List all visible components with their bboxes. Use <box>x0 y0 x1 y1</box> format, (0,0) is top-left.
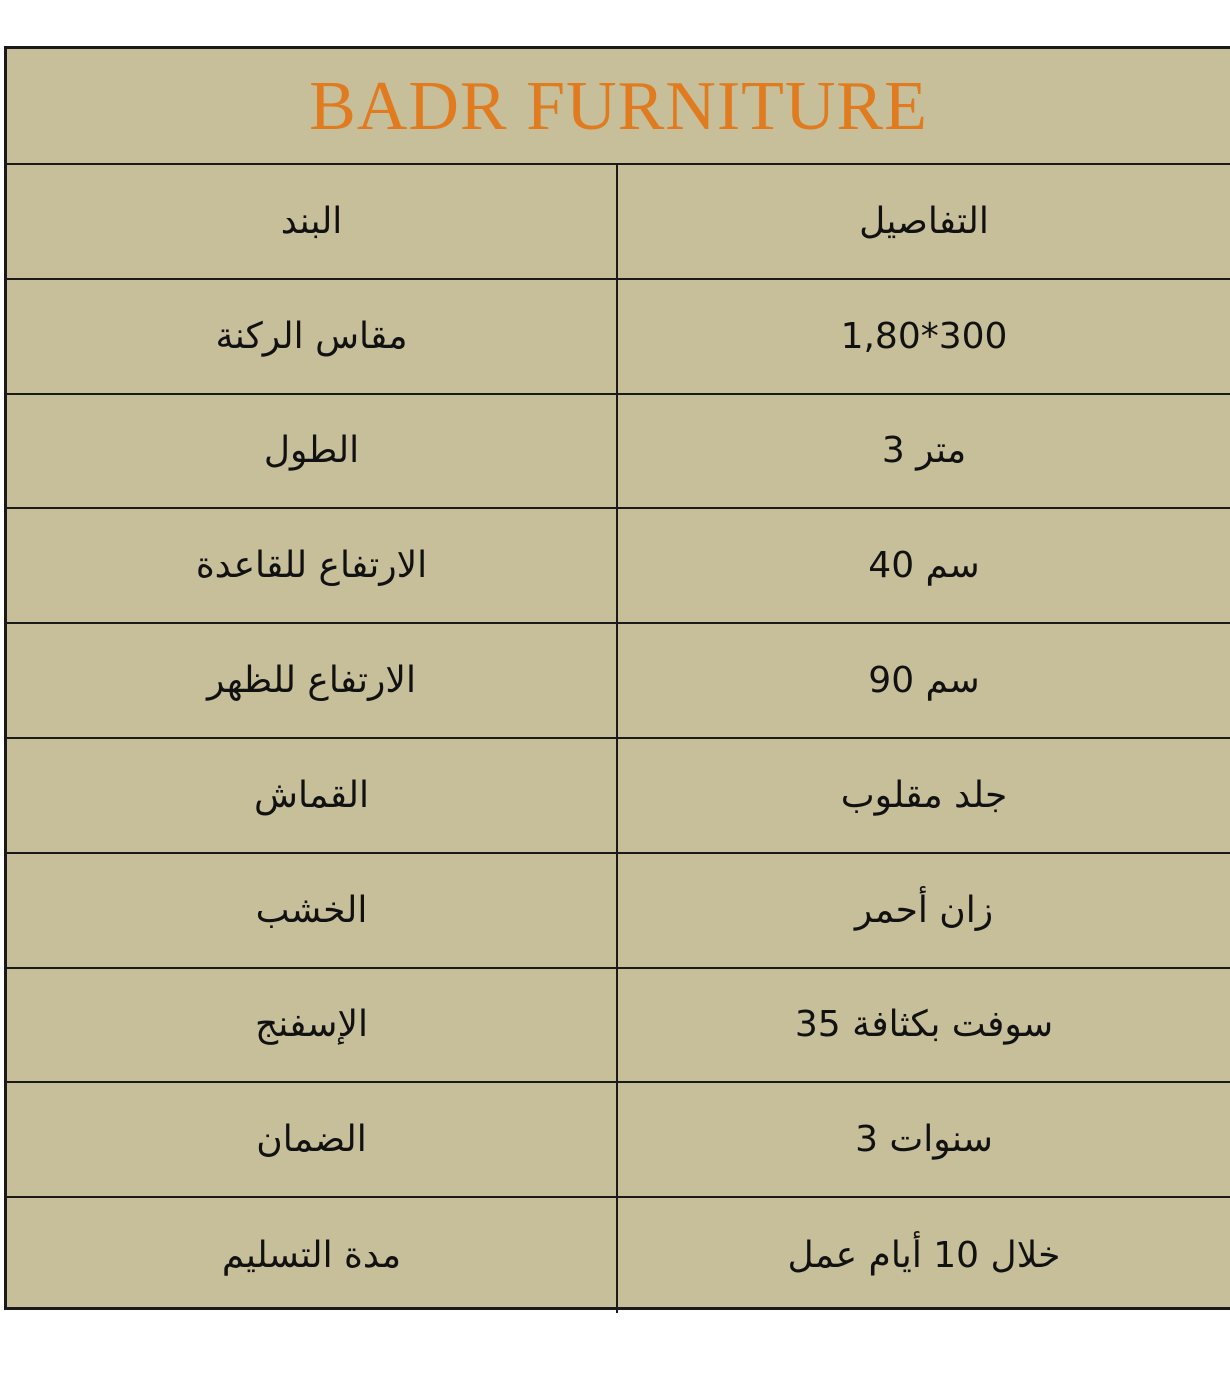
column-header-item-label: البند <box>280 200 343 242</box>
row-item-label: الخشب <box>255 889 368 931</box>
row-item-label: الارتفاع للظهر <box>207 660 416 702</box>
row-item-label: الضمان <box>256 1119 367 1161</box>
row-detail-cell <box>618 969 1230 1082</box>
row-item-label: مدة التسليم <box>221 1235 402 1277</box>
table-row <box>7 509 1230 624</box>
row-item-label: القماش <box>254 774 369 816</box>
table-row <box>7 969 1230 1084</box>
row-detail-value: سنوات 3 <box>855 1119 993 1161</box>
table-row <box>7 1198 1230 1313</box>
table-row <box>7 395 1230 510</box>
row-item-cell <box>7 854 618 967</box>
table-row <box>7 280 1230 395</box>
column-header-details-label: التفاصيل <box>859 200 989 242</box>
title-row <box>7 49 1230 165</box>
row-item-cell <box>7 395 618 508</box>
row-detail-cell <box>618 739 1230 852</box>
table-row <box>7 1083 1230 1198</box>
row-item-cell <box>7 969 618 1082</box>
row-detail-cell <box>618 280 1230 393</box>
row-item-label: الارتفاع للقاعدة <box>195 545 428 587</box>
row-detail-value: سوفت بكثافة 35 <box>794 1004 1054 1046</box>
column-header-item <box>7 165 618 278</box>
spec-table <box>4 46 1230 1310</box>
row-detail-cell <box>618 1083 1230 1196</box>
row-item-cell <box>7 509 618 622</box>
row-detail-cell <box>618 1198 1230 1313</box>
row-item-label: الإسفنج <box>254 1004 368 1046</box>
row-detail-cell <box>618 395 1230 508</box>
row-detail-value: سم 40 <box>868 545 980 587</box>
row-detail-value: جلد مقلوب <box>840 774 1008 816</box>
row-detail-value: زان أحمر <box>854 889 994 931</box>
row-item-cell <box>7 280 618 393</box>
row-detail-value: خلال 10 أيام عمل <box>787 1235 1061 1277</box>
row-detail-value: سم 90 <box>868 660 980 702</box>
row-item-cell <box>7 1198 618 1313</box>
row-detail-value: متر 3 <box>881 430 967 472</box>
table-row <box>7 854 1230 969</box>
row-item-cell <box>7 624 618 737</box>
row-detail-cell <box>618 509 1230 622</box>
brand-title: BADR FURNITURE <box>309 68 928 145</box>
table-header-row <box>7 165 1230 280</box>
table-row <box>7 624 1230 739</box>
row-item-label: مقاس الركنة <box>215 315 408 357</box>
row-item-cell <box>7 1083 618 1196</box>
row-detail-cell <box>618 624 1230 737</box>
row-item-cell <box>7 739 618 852</box>
row-detail-cell <box>618 854 1230 967</box>
column-header-details <box>618 165 1230 278</box>
table-row <box>7 739 1230 854</box>
row-item-label: الطول <box>263 430 360 472</box>
row-detail-value: 1,80*300 <box>840 315 1008 357</box>
